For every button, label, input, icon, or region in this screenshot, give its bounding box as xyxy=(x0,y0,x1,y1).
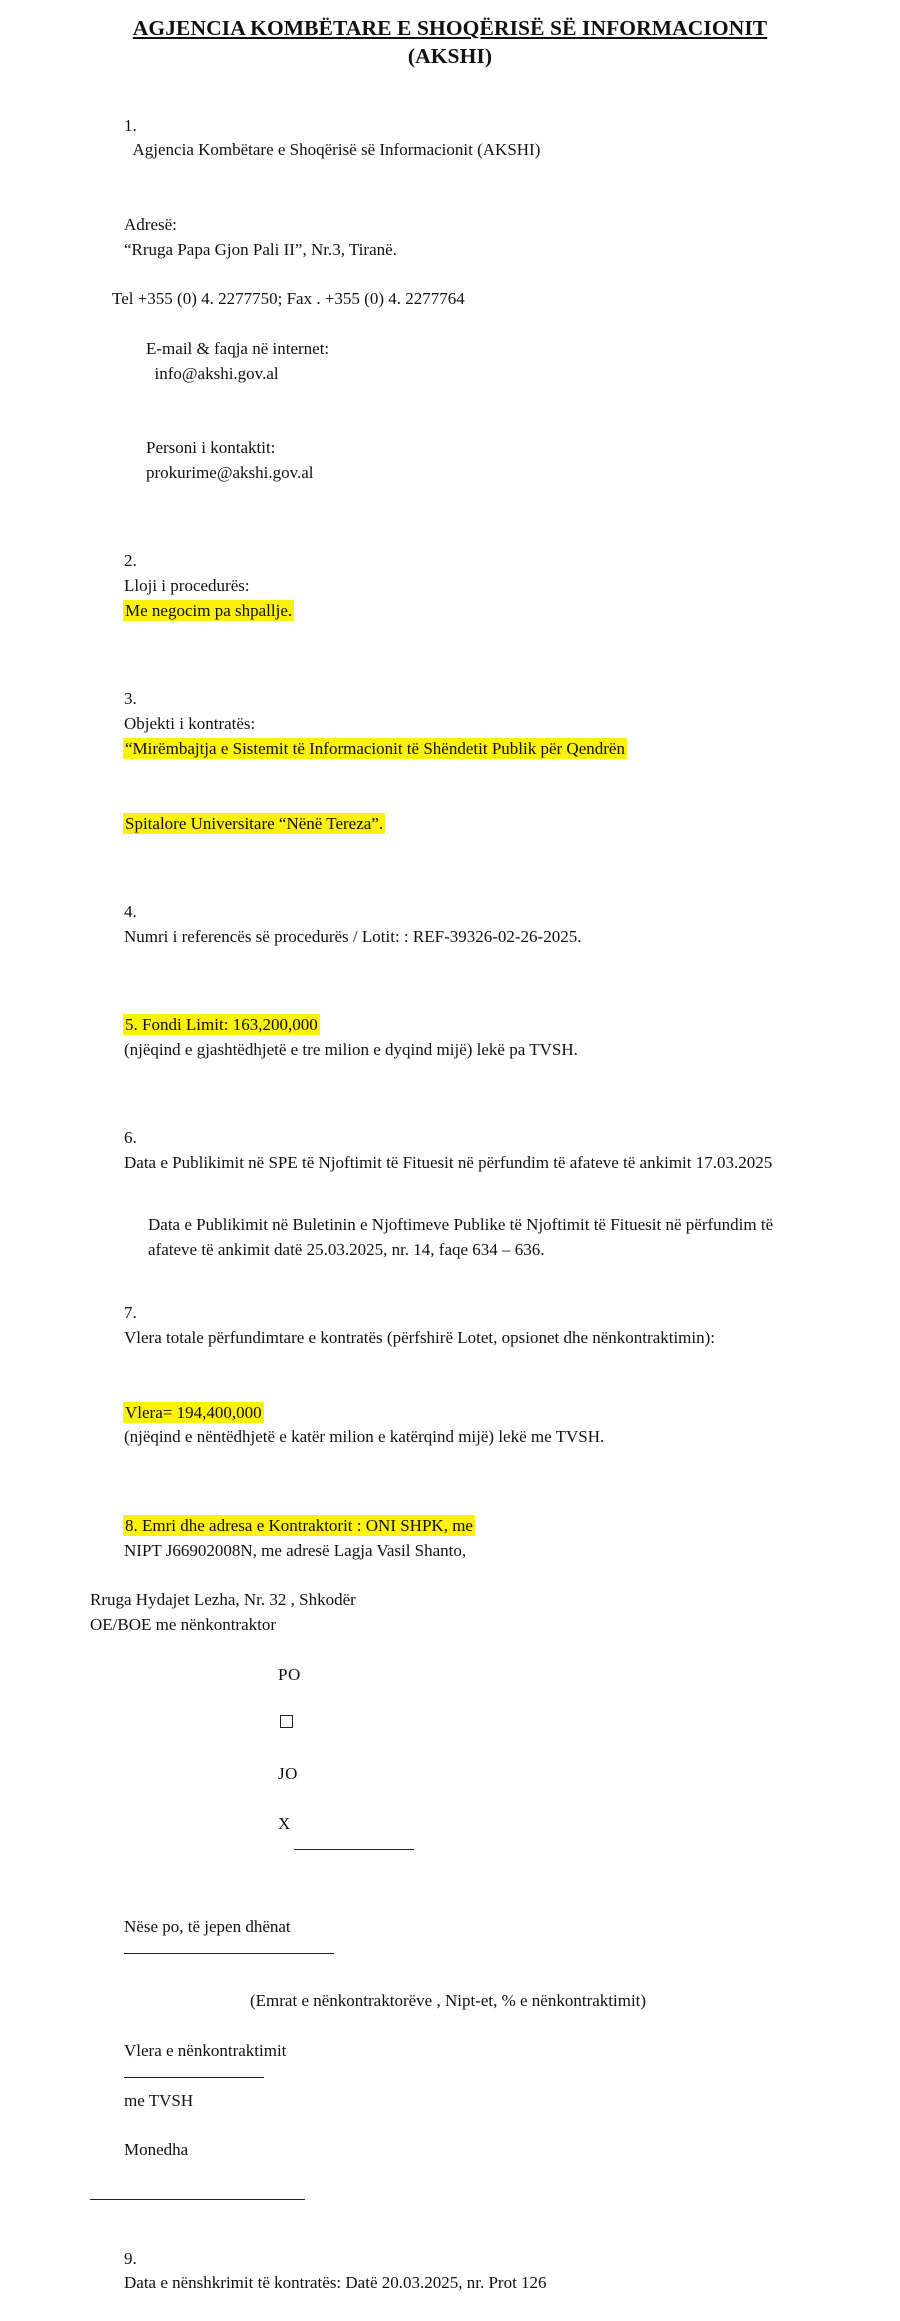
item-5-number: 5. xyxy=(125,1015,138,1035)
item-9-number: 9. xyxy=(124,2248,137,2268)
item-8-number: 8. xyxy=(125,1515,138,1535)
contact-email-value[interactable]: prokurime@akshi.gov.al xyxy=(146,462,314,482)
fund-limit-label: Fondi Limit: xyxy=(142,1015,229,1035)
if-yes-line xyxy=(90,1890,830,1989)
email-label: E-mail & faqja në internet: xyxy=(146,338,330,358)
final-value-highlight xyxy=(124,1403,263,1422)
contractor-address-line: Rruga Hydajet Lezha, Nr. 32 , Shkodër xyxy=(90,1590,356,1610)
document-title-line-1: AGJENCIA KOMBËTARE E SHOQËRISË SË INFORMACIONIT xyxy=(132,16,768,40)
subcontract-value-line xyxy=(90,2014,830,2188)
item-1-number: 1. xyxy=(124,115,137,135)
po-label: PO xyxy=(278,1664,301,1684)
subcontract-value-label: Vlera e nënkontraktimit xyxy=(124,2040,287,2060)
with-vat-label: me TVSH xyxy=(124,2090,194,2110)
signing-date-text: Data e nënshkrimit të kontratës: Datë 20.03.2025, nr. Prot 126 xyxy=(124,2273,547,2293)
contractor-rest-line-1: NIPT J66902008N, me adresë Lagja Vasil Shanto, xyxy=(124,1540,467,1560)
bulletin-publication-line-1: Data e Publikimit në Buletinin e Njoftimeve Publike të Njoftimit të Fituesit në përfundim të xyxy=(148,1214,774,1234)
jo-underline xyxy=(294,1849,414,1850)
fund-limit-highlight xyxy=(124,1015,319,1034)
authority-address-line xyxy=(90,188,830,287)
contract-object-value-line-1: “Mirëmbajtja e Sistemit të Informacionit të Shëndetit Publik për Qendrën xyxy=(125,739,625,759)
reference-number-text: Numri i referencës së procedurës / Lotit: : REF-39326-02-26-2025. xyxy=(124,926,582,946)
address-label: Adresë: xyxy=(124,214,177,234)
item-1-line xyxy=(90,89,830,188)
section-fund-limit xyxy=(90,988,830,1087)
contract-object-label: Objekti i kontratës: xyxy=(124,714,256,734)
item-6-number: 6. xyxy=(124,1128,137,1148)
final-value-label: Vlera totale përfundimtare e kontratës (përfshirë Lotet, opsionet dhe nënkontraktimin): xyxy=(124,1328,716,1348)
item-5-line xyxy=(90,988,830,1087)
currency-blank-field[interactable] xyxy=(90,2198,305,2200)
document-title-line-2: (AKSHI) xyxy=(407,44,493,69)
section-signing-date xyxy=(90,2222,830,2321)
if-yes-blank-field[interactable] xyxy=(124,1953,334,1954)
item-8-line-1 xyxy=(90,1489,830,1588)
section-publication-dates xyxy=(90,1102,830,1263)
final-value-words: (njëqind e nëntëdhjetë e katër milion e katërqind mijë) lekë me TVSH. xyxy=(124,1427,605,1447)
authority-tel-line: Tel +355 (0) 4. 2277750; Fax . +355 (0) 4. 2277764 xyxy=(112,289,465,309)
spe-publication-text: Data e Publikimit në SPE të Njoftimit të Fituesit në përfundim të afateve të ankimit 17.03.2025 xyxy=(124,1153,773,1173)
item-4-number: 4. xyxy=(124,901,137,921)
currency-label: Monedha xyxy=(124,2140,189,2160)
document-body xyxy=(30,89,870,2321)
bulletin-publication-paragraph xyxy=(90,1213,830,1263)
authority-name: Agjencia Kombëtare e Shoqërisë së Informacionit (AKSHI) xyxy=(132,140,541,160)
section-reference-number xyxy=(90,875,830,974)
contractor-name: ONI SHPK, me xyxy=(365,1515,473,1535)
fund-limit-words: (njëqind e gjashtëdhjetë e tre milion e dyqind mijë) lekë pa TVSH. xyxy=(124,1040,578,1059)
final-value-amount: 194,400,000 xyxy=(176,1402,262,1422)
section-contract-object xyxy=(90,663,830,862)
subcontractor-question-line: OE/BOE me nënkontraktor xyxy=(90,1615,277,1635)
item-3-line-2 xyxy=(90,787,830,861)
final-value-prefix: Vlera= xyxy=(125,1402,173,1422)
jo-label: JO xyxy=(278,1763,298,1783)
authority-email-line xyxy=(90,312,830,411)
procedure-type-label: Lloji i procedurës: xyxy=(124,576,250,596)
item-9-line xyxy=(90,2222,830,2321)
item-7-line-2 xyxy=(90,1376,830,1475)
item-4-line xyxy=(90,875,830,974)
item-3-number: 3. xyxy=(124,689,137,709)
fund-limit-amount: 163,200,000 xyxy=(232,1015,318,1035)
item-2-number: 2. xyxy=(124,551,137,571)
po-checkbox[interactable] xyxy=(280,1715,293,1728)
section-final-contract-value xyxy=(90,1277,830,1476)
subcontractor-choice-row xyxy=(90,1638,830,1886)
jo-mark: X xyxy=(278,1813,291,1833)
item-7-line-1 xyxy=(90,1277,830,1376)
item-3-line-1 xyxy=(90,663,830,787)
bulletin-publication-line-2: afateve të ankimit datë 25.03.2025, nr. 14, faqe 634 – 636. xyxy=(148,1239,545,1259)
contact-label: Personi i kontaktit: xyxy=(146,438,276,458)
item-7-number: 7. xyxy=(124,1303,137,1323)
item-6-line-1 xyxy=(90,1102,830,1201)
document-title xyxy=(30,14,870,71)
section-contracting-authority xyxy=(90,89,830,511)
email-value[interactable]: info@akshi.gov.al xyxy=(154,363,279,383)
subcontractor-note-line: (Emrat e nënkontraktorëve , Nipt-et, % e nënkontraktimit) xyxy=(250,1991,647,2011)
section-procedure-type xyxy=(90,525,830,649)
item-2-line xyxy=(90,525,830,649)
contract-object-value-line-2: Spitalore Universitare “Nënë Tereza”. xyxy=(125,813,384,833)
if-yes-label: Nëse po, të jepen dhënat xyxy=(124,1916,291,1936)
contractor-label: Emri dhe adresa e Kontraktorit : xyxy=(142,1515,362,1535)
procedure-type-value: Me negocim pa shpallje. xyxy=(125,601,293,620)
contractor-highlight xyxy=(124,1516,474,1535)
section-contractor xyxy=(90,1489,830,2200)
authority-contact-line xyxy=(90,411,830,510)
address-value: “Rruga Papa Gjon Pali II”, Nr.3, Tiranë. xyxy=(124,239,397,259)
subcontract-value-field[interactable] xyxy=(124,2077,264,2078)
